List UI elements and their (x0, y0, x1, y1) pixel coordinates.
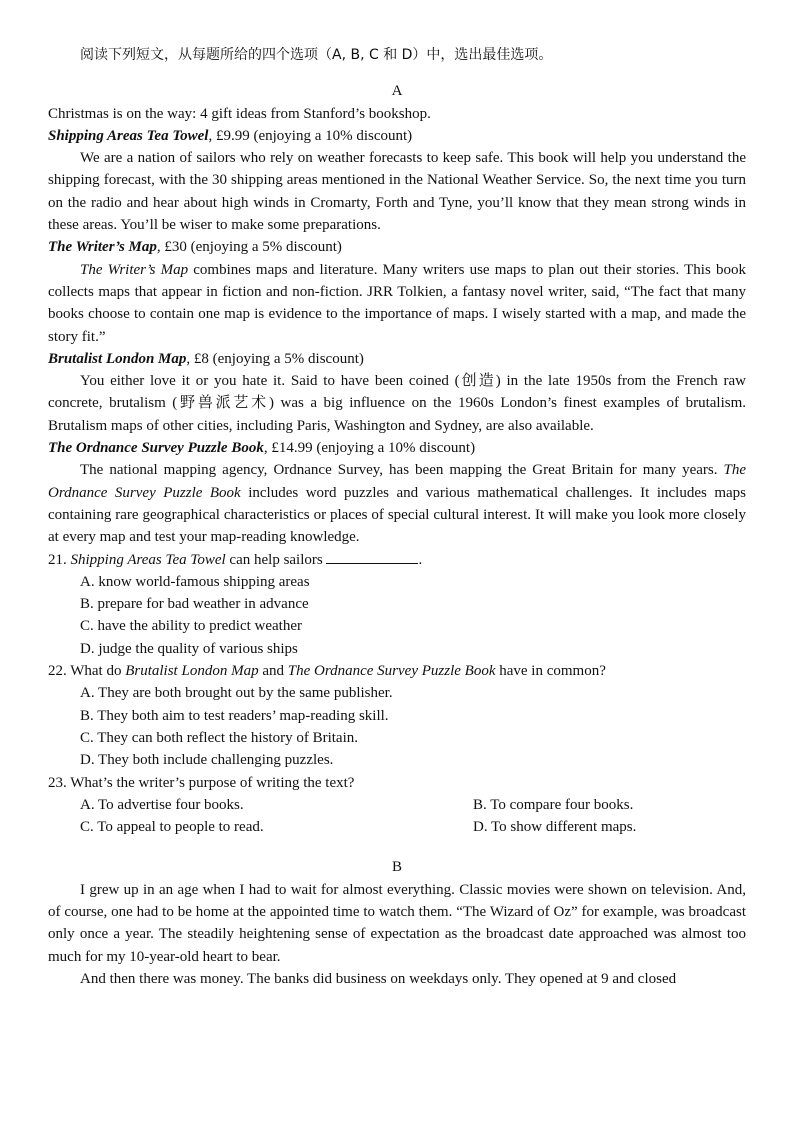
section-a-intro: Christmas is on the way: 4 gift ideas from Stanford’s bookshop. (48, 105, 431, 122)
item-heading (48, 125, 746, 147)
question-23: 23. What’s the writer’s purpose of writing the text? (48, 774, 355, 791)
body-text: combines maps and literature. Many writers use maps to plan out their stories. This book collects maps that appear in fiction and non-fiction. JRR Tolkien, a fantasy novel writer, said, “The fact that many books choose to contain one map is evidence to the importance of maps. I wisely started with a map, and made the story fit.” (48, 261, 746, 345)
body-text: The national mapping agency, Ordnance Survey, has been mapping the Great Britain for many years. (80, 462, 724, 479)
option: A. They are both brought out by the same publisher. (80, 685, 393, 702)
question-stem: and (258, 663, 288, 680)
item-heading (48, 348, 746, 370)
question-stem: can help sailors (225, 551, 327, 568)
option: B. prepare for bad weather in advance (80, 596, 309, 613)
item-price: , £9.99 (enjoying a 10% discount) (208, 127, 413, 144)
book-title-inline: The Ordnance Survey Puzzle Book (48, 462, 746, 501)
section-b-paragraph: I grew up in an age when I had to wait for almost everything. Classic movies were shown on television. And, of course, one had to be home at the appointed time to watch them. “The Wizard of Oz” for example, was broadcast only once a year. The steadily heightening sense of expectation as the broadcast date approached was almost too much for my 10-year-old heart to bear. (48, 881, 746, 965)
question-22 (48, 660, 746, 682)
item-heading (48, 236, 746, 258)
instruction: 阅读下列短文，从每题所给的四个选项（A, B, C 和 D）中，选出最佳选项。 (80, 47, 553, 63)
question-number: 21. (48, 551, 71, 568)
item-title: Shipping Areas Tea Towel (48, 127, 209, 144)
option: C. have the ability to predict weather (80, 618, 303, 635)
item-body: We are a nation of sailors who rely on weather forecasts to keep safe. This book will help you understand the shipping forecast, with the 30 shipping areas mentioned in the National Weather Service. So, the next time you turn on the radio and hear about high winds in Cromarty, Forth and Tyne, you’ll know that they mean strong winds in these areas. You’ll be wiser to make some preparations. (48, 150, 746, 234)
section-a-label: A (391, 83, 403, 100)
question-italic: Shipping Areas Tea Towel (70, 551, 226, 568)
item-title: Brutalist London Map (48, 350, 187, 367)
section-b-label: B (391, 859, 402, 876)
item-body: You either love it or you hate it. Said to have been coined (创造) in the late 1950s from the French raw concrete, brutalism (野兽派艺术) was a big influence on the 1960s London’s finest examples of brutalism. Brutalism maps of other cities, including Paris, Washington and Sydney, are also available. (48, 373, 746, 434)
item-price: , £8 (enjoying a 5% discount) (186, 350, 364, 367)
option: C. They can both reflect the history of Britain. (80, 729, 358, 746)
item-price: , £30 (enjoying a 5% discount) (156, 239, 342, 256)
item-body (48, 259, 746, 348)
option: C. To appeal to people to read. (80, 819, 264, 836)
option: D. judge the quality of various ships (80, 640, 298, 657)
item-title: The Ordnance Survey Puzzle Book (48, 440, 264, 457)
question-italic: The Ordnance Survey Puzzle Book (287, 663, 496, 680)
item-heading (48, 437, 746, 459)
option: D. They both include challenging puzzles. (80, 752, 334, 769)
item-body (48, 459, 746, 548)
option: A. know world-famous shipping areas (80, 573, 310, 590)
question-stem: have in common? (495, 663, 606, 680)
question-italic: Brutalist London Map (125, 663, 259, 680)
option: B. To compare four books. (473, 796, 634, 813)
question-stem: 22. What do (48, 663, 126, 680)
item-price: , £14.99 (enjoying a 10% discount) (263, 440, 476, 457)
book-title-inline: The Writer’s Map (80, 261, 189, 278)
body-text: includes word puzzles and various mathematical challenges. It includes maps containing rare geographical characteristics or places of special cultural interest. It will make you look more closely at every map and test your map-reading knowledge. (48, 484, 746, 546)
question-end: . (418, 551, 423, 568)
item-title: The Writer’s Map (48, 239, 157, 256)
options-grid (48, 794, 746, 839)
option: B. They both aim to test readers’ map-reading skill. (80, 707, 389, 724)
question-21 (48, 549, 746, 571)
section-b-paragraph: And then there was money. The banks did business on weekdays only. They opened at 9 and closed (80, 970, 677, 987)
answer-blank (326, 549, 418, 564)
option: A. To advertise four books. (80, 796, 244, 813)
option: D. To show different maps. (473, 819, 637, 836)
